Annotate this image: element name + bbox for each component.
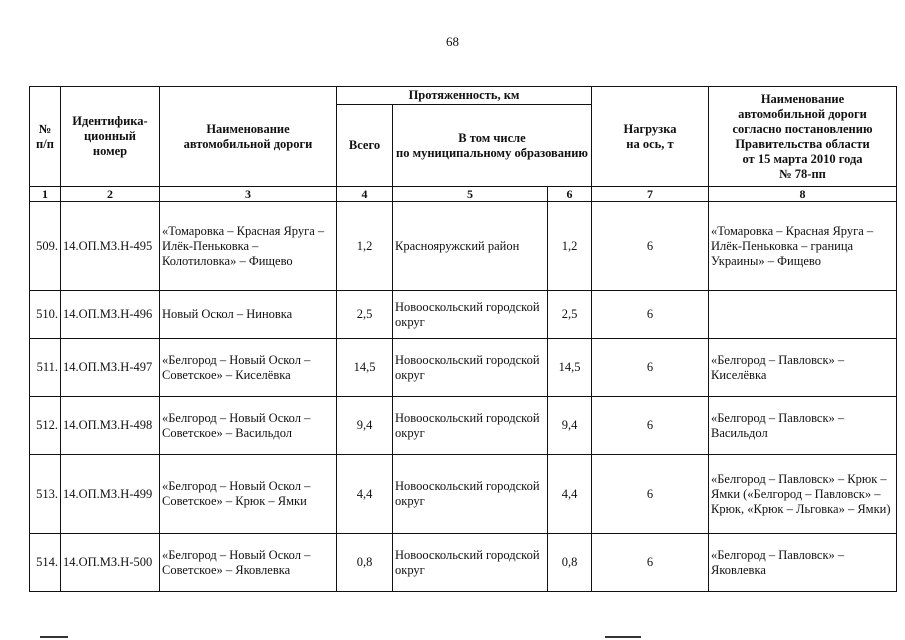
column-number: 4: [337, 187, 393, 202]
road-name: «Белгород – Новый Оскол – Советское» – Крюк – Ямки: [160, 455, 337, 534]
road-name: «Белгород – Новый Оскол – Советское» – Киселёвка: [160, 339, 337, 397]
header-num: № п/п: [30, 87, 61, 187]
length-municipal: 1,2: [548, 202, 592, 291]
road-id: 14.ОП.МЗ.Н-497: [61, 339, 160, 397]
length-municipal: 2,5: [548, 291, 592, 339]
table-row: [30, 534, 897, 592]
road-id: 14.ОП.МЗ.Н-500: [61, 534, 160, 592]
decree-road-name: «Белгород – Павловск» – Васильдол: [709, 397, 897, 455]
decree-road-name: «Белгород – Павловск» – Яковлевка: [709, 534, 897, 592]
column-numbers-row: [30, 187, 897, 202]
road-id: 14.ОП.МЗ.Н-496: [61, 291, 160, 339]
row-number: 512.: [30, 397, 61, 455]
table-row: [30, 291, 897, 339]
length-municipal: 4,4: [548, 455, 592, 534]
decree-road-name: «Томаровка – Красная Яруга – Илёк-Пеньковка – граница Украины» – Фищево: [709, 202, 897, 291]
length-total: 0,8: [337, 534, 393, 592]
municipality: Новооскольский городской округ: [393, 291, 548, 339]
municipality: Новооскольский городской округ: [393, 339, 548, 397]
column-number: 6: [548, 187, 592, 202]
table-row: [30, 202, 897, 291]
axle-load: 6: [592, 339, 709, 397]
decree-road-name: «Белгород – Павловск» – Киселёвка: [709, 339, 897, 397]
length-total: 9,4: [337, 397, 393, 455]
roads-table: [29, 86, 897, 592]
axle-load: 6: [592, 397, 709, 455]
header-axle-load: Нагрузка на ось, т: [592, 87, 709, 187]
decree-road-name: «Белгород – Павловск» – Крюк – Ямки («Белгород – Павловск» – Крюк, «Крюк – Льговка» – Ямки): [709, 455, 897, 534]
table-row: [30, 397, 897, 455]
row-number: 513.: [30, 455, 61, 534]
length-total: 2,5: [337, 291, 393, 339]
header-id: Идентифика- ционный номер: [61, 87, 160, 187]
column-number: 3: [160, 187, 337, 202]
row-number: 514.: [30, 534, 61, 592]
length-municipal: 0,8: [548, 534, 592, 592]
length-municipal: 9,4: [548, 397, 592, 455]
scan-edge-marks: [0, 632, 905, 640]
header-total: Всего: [337, 105, 393, 187]
column-number: 7: [592, 187, 709, 202]
length-total: 4,4: [337, 455, 393, 534]
header-municipal: В том числе по муниципальному образованию: [393, 105, 592, 187]
road-id: 14.ОП.МЗ.Н-499: [61, 455, 160, 534]
column-number: 8: [709, 187, 897, 202]
municipality: Новооскольский городской округ: [393, 397, 548, 455]
header-road-name: Наименование автомобильной дороги: [160, 87, 337, 187]
length-municipal: 14,5: [548, 339, 592, 397]
road-name: «Белгород – Новый Оскол – Советское» – Васильдол: [160, 397, 337, 455]
table-row: [30, 339, 897, 397]
table-body: [30, 187, 897, 592]
column-number: 2: [61, 187, 160, 202]
row-number: 509.: [30, 202, 61, 291]
row-number: 511.: [30, 339, 61, 397]
length-total: 1,2: [337, 202, 393, 291]
header-row-top: [30, 87, 897, 105]
axle-load: 6: [592, 534, 709, 592]
header-length-group: Протяженность, км: [337, 87, 592, 105]
road-id: 14.ОП.МЗ.Н-495: [61, 202, 160, 291]
road-id: 14.ОП.МЗ.Н-498: [61, 397, 160, 455]
page-number: 68: [446, 34, 459, 49]
road-name: «Томаровка – Красная Яруга – Илёк-Пеньковка – Колотиловка» – Фищево: [160, 202, 337, 291]
road-name: Новый Оскол – Ниновка: [160, 291, 337, 339]
axle-load: 6: [592, 291, 709, 339]
column-number: 5: [393, 187, 548, 202]
header-decree-name: Наименование автомобильной дороги согласно постановлению Правительства области от 15 марта 2010 года № 78-пп: [709, 87, 897, 187]
axle-load: 6: [592, 202, 709, 291]
municipality: Краснояружский район: [393, 202, 548, 291]
road-name: «Белгород – Новый Оскол – Советское» – Яковлевка: [160, 534, 337, 592]
municipality: Новооскольский городской округ: [393, 534, 548, 592]
table-row: [30, 455, 897, 534]
municipality: Новооскольский городской округ: [393, 455, 548, 534]
row-number: 510.: [30, 291, 61, 339]
decree-road-name: [709, 291, 897, 339]
axle-load: 6: [592, 455, 709, 534]
column-number: 1: [30, 187, 61, 202]
length-total: 14,5: [337, 339, 393, 397]
